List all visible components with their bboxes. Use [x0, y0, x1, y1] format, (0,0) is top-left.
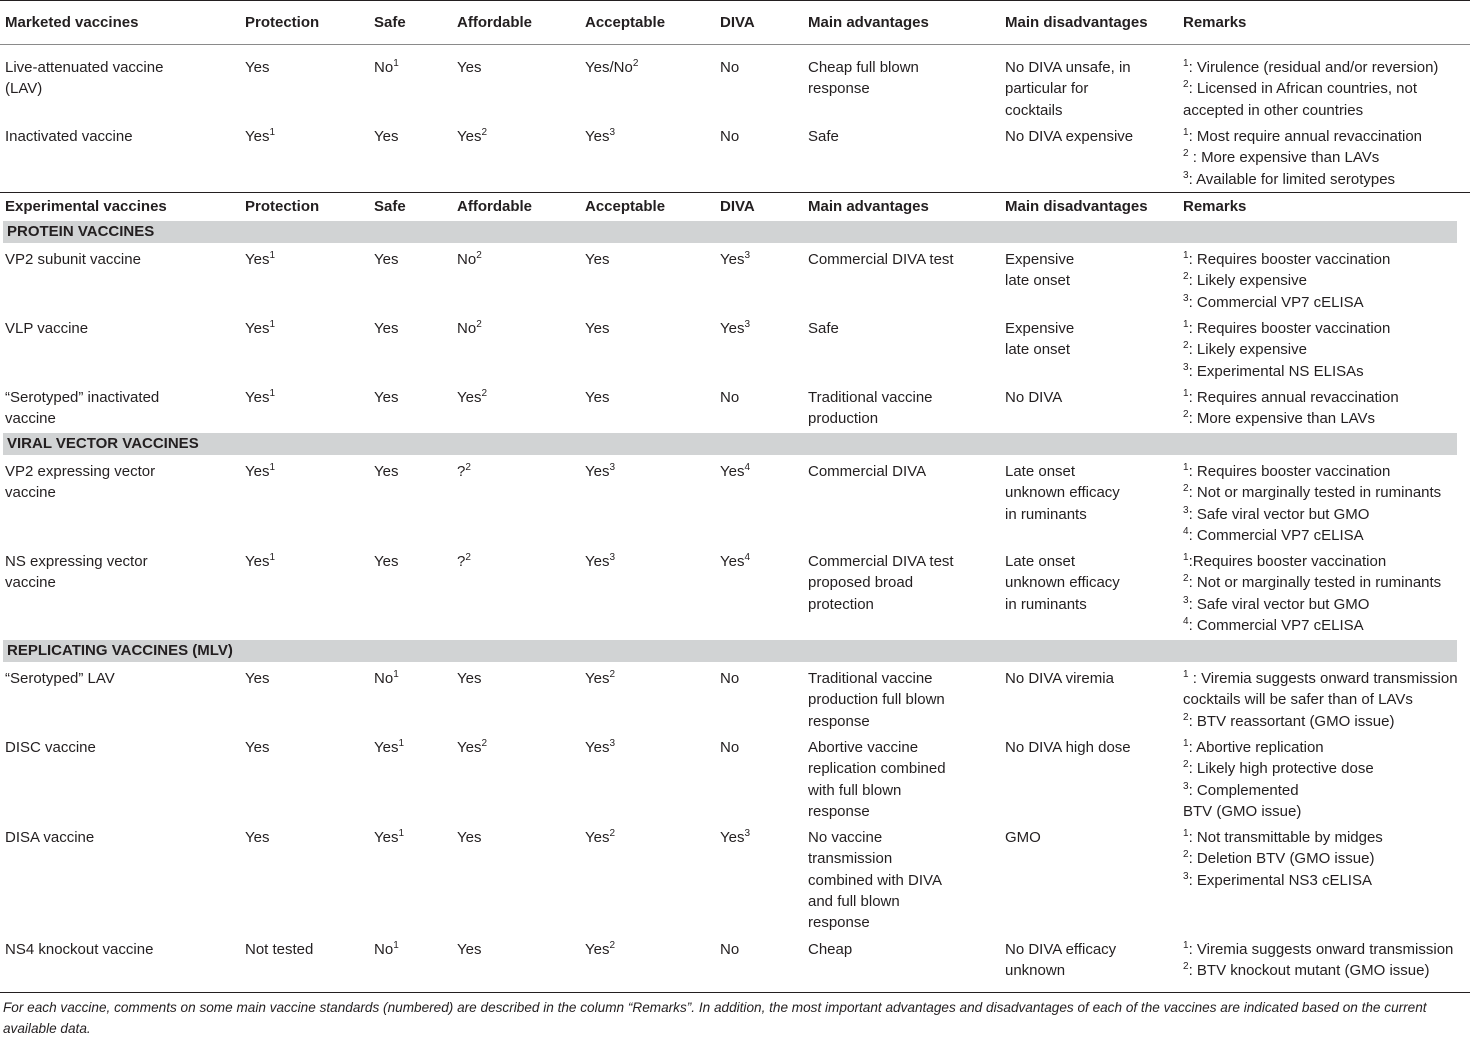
acceptable-cell: Yes [585, 251, 610, 268]
diva-cell: No [720, 128, 740, 145]
vaccine-name-cell: Inactivated vaccine [5, 128, 133, 145]
diva-cell: No [720, 389, 740, 406]
advantages-cell: Commercial DIVA test proposed broad protection [808, 553, 954, 613]
diva-cell: No [720, 670, 740, 687]
safe-cell: Yes [374, 320, 399, 337]
advantages-cell: Safe [808, 128, 839, 145]
affordable-cell: Yes$^2$ [457, 738, 488, 756]
acceptable-cell: Yes/No$^2$ [585, 58, 639, 76]
top-rule [0, 0, 1470, 1]
safe-cell: Yes [374, 463, 399, 480]
disadvantages-cell: Expensive late onset [1005, 251, 1075, 290]
diva-cell: Yes$^3$ [720, 828, 751, 846]
diva-cell: Yes$^4$ [720, 552, 751, 570]
section-header-viral-vector [3, 433, 1457, 455]
diva-cell: Yes$^4$ [720, 462, 751, 480]
protection-cell: Yes$^1$ [245, 552, 276, 570]
section-header-replicating [3, 640, 1457, 662]
disadvantages-cell: No DIVA expensive [1005, 128, 1134, 145]
diva-cell: No [720, 59, 740, 76]
safe-cell: No$^1$ [374, 669, 399, 687]
affordable-cell: Yes [457, 670, 482, 687]
disadvantages-cell: No DIVA unsafe, in particular for cocktails [1005, 59, 1131, 119]
affordable-cell: No$^2$ [457, 319, 482, 337]
safe-cell: Yes [374, 251, 399, 268]
acceptable-cell: Yes$^2$ [585, 669, 616, 687]
disadvantages-cell: Expensive late onset [1005, 320, 1075, 359]
protection-cell: Yes$^1$ [245, 388, 276, 406]
acceptable-cell: Yes$^3$ [585, 127, 616, 145]
protection-cell: Yes$^1$ [245, 250, 276, 268]
affordable-cell: ?$^2$ [457, 462, 471, 480]
column-header-disadvantages: Main disadvantages [1005, 198, 1148, 215]
column-header-advantages: Main advantages [808, 14, 929, 31]
remarks-cell: $^1$: Requires booster vaccination $^2$: Likely expensive $^3$: Commercial VP7 cELISA [1183, 250, 1391, 311]
disadvantages-cell: No DIVA viremia [1005, 670, 1114, 687]
affordable-cell: Yes [457, 941, 482, 958]
acceptable-cell: Yes [585, 320, 610, 337]
disadvantages-cell: No DIVA [1005, 389, 1063, 406]
diva-cell: No [720, 941, 740, 958]
acceptable-cell: Yes$^3$ [585, 552, 616, 570]
remarks-cell: $^1$: Most require annual revaccination $^2$ : More expensive than LAVs $^3$: Available for limited serotypes [1183, 127, 1423, 188]
column-header-protection: Protection [245, 14, 320, 31]
safe-cell: Yes [374, 553, 399, 570]
acceptable-cell: Yes$^2$ [585, 828, 616, 846]
remarks-cell: $^1$: Not transmittable by midges $^2$: Deletion BTV (GMO issue) $^3$: Experimental NS3 cELISA [1183, 828, 1383, 889]
column-header-diva: DIVA [720, 14, 755, 31]
section-title: VIRAL VECTOR VACCINES [7, 435, 199, 452]
bottom-rule [0, 992, 1470, 993]
column-header-vaccine-name: Experimental vaccines [5, 198, 167, 215]
advantages-cell: Commercial DIVA test [808, 251, 954, 268]
protection-cell: Yes [245, 829, 270, 846]
advantages-cell: Safe [808, 320, 839, 337]
section-divider-rule [0, 192, 1470, 193]
advantages-cell: Abortive vaccine replication combined with full blown response [808, 739, 946, 820]
safe-cell: Yes [374, 128, 399, 145]
protection-cell: Yes [245, 739, 270, 756]
vaccine-name-cell: NS4 knockout vaccine [5, 941, 154, 958]
remarks-cell: $^1$: Viremia suggests onward transmission $^2$: BTV knockout mutant (GMO issue) [1183, 940, 1454, 980]
column-header-protection: Protection [245, 198, 320, 215]
safe-cell: No$^1$ [374, 940, 399, 958]
header-rule [0, 44, 1470, 45]
protection-cell: Yes$^1$ [245, 462, 276, 480]
affordable-cell: No$^2$ [457, 250, 482, 268]
column-header-safe: Safe [374, 14, 406, 31]
column-header-affordable: Affordable [457, 14, 532, 31]
safe-cell: Yes$^1$ [374, 738, 405, 756]
remarks-cell: $^1$: Requires booster vaccination $^2$: Not or marginally tested in ruminants $^3$: Safe viral vector but GMO $^4$: Commercial VP7 cELISA [1183, 462, 1442, 544]
section-title: PROTEIN VACCINES [7, 223, 155, 240]
table-footnote: For each vaccine, comments on some main vaccine standards (numbered) are described in the column “Remarks”. In addition, the most important advantages and disadvantages of each of the vaccines are indicated based on the current available data. [3, 1000, 1427, 1036]
disadvantages-cell: No DIVA efficacy unknown [1005, 941, 1117, 980]
acceptable-cell: Yes$^3$ [585, 462, 616, 480]
affordable-cell: Yes [457, 829, 482, 846]
advantages-cell: Commercial DIVA [808, 463, 927, 480]
vaccine-name-cell: DISA vaccine [5, 829, 95, 846]
advantages-cell: Traditional vaccine production [808, 389, 933, 428]
protection-cell: Yes [245, 670, 270, 687]
diva-cell: Yes$^3$ [720, 250, 751, 268]
disadvantages-cell: Late onset unknown efficacy in ruminants [1005, 553, 1120, 613]
disadvantages-cell: GMO [1005, 829, 1041, 846]
vaccine-name-cell: Live-attenuated vaccine (LAV) [5, 59, 164, 98]
advantages-cell: No vaccine transmission combined with DIVA and full blown response [808, 829, 942, 932]
safe-cell: Yes$^1$ [374, 828, 405, 846]
remarks-cell: $^1$:Requires booster vaccination $^2$: Not or marginally tested in ruminants $^3$: Safe viral vector but GMO $^4$: Commercial VP7 cELISA [1183, 552, 1442, 634]
column-header-acceptable: Acceptable [585, 198, 666, 215]
remarks-cell: $^1$: Virulence (residual and/or reversion) $^2$: Licensed in African countries, not accepted in other countries [1183, 58, 1439, 119]
column-header-diva: DIVA [720, 198, 755, 215]
column-header-remarks: Remarks [1183, 14, 1247, 31]
vaccine-name-cell: DISC vaccine [5, 739, 96, 756]
diva-cell: Yes$^3$ [720, 319, 751, 337]
protection-cell: Yes [245, 59, 270, 76]
column-header-remarks: Remarks [1183, 198, 1247, 215]
disadvantages-cell: No DIVA high dose [1005, 739, 1131, 756]
protection-cell: Yes$^1$ [245, 127, 276, 145]
column-header-safe: Safe [374, 198, 406, 215]
safe-cell: Yes [374, 389, 399, 406]
protection-cell: Not tested [245, 941, 314, 958]
column-header-advantages: Main advantages [808, 198, 929, 215]
vaccine-name-cell: NS expressing vector vaccine [5, 553, 148, 592]
affordable-cell: Yes [457, 59, 482, 76]
vaccine-name-cell: VLP vaccine [5, 320, 89, 337]
acceptable-cell: Yes$^3$ [585, 738, 616, 756]
column-header-vaccine-name: Marketed vaccines [5, 14, 139, 31]
vaccine-name-cell: “Serotyped” LAV [5, 670, 115, 687]
advantages-cell: Traditional vaccine production full blown response [808, 670, 945, 730]
section-title: REPLICATING VACCINES (MLV) [7, 642, 233, 659]
affordable-cell: ?$^2$ [457, 552, 471, 570]
safe-cell: No$^1$ [374, 58, 399, 76]
column-header-acceptable: Acceptable [585, 14, 666, 31]
remarks-cell: $^1$: Requires annual revaccination $^2$: More expensive than LAVs [1183, 388, 1399, 428]
remarks-cell: $^1$: Requires booster vaccination $^2$: Likely expensive $^3$: Experimental NS ELISAs [1183, 319, 1391, 380]
acceptable-cell: Yes$^2$ [585, 940, 616, 958]
column-header-disadvantages: Main disadvantages [1005, 14, 1148, 31]
vaccine-name-cell: “Serotyped” inactivated vaccine [5, 389, 160, 428]
affordable-cell: Yes$^2$ [457, 127, 488, 145]
remarks-cell: $^1$: Abortive replication $^2$: Likely high protective dose $^3$: Complemented BTV (GMO issue) [1183, 738, 1374, 820]
disadvantages-cell: Late onset unknown efficacy in ruminants [1005, 463, 1120, 523]
vaccine-name-cell: VP2 subunit vaccine [5, 251, 141, 268]
diva-cell: No [720, 739, 740, 756]
remarks-cell: $^1$ : Viremia suggests onward transmission cocktails will be safer than of LAVs $^2$: BTV reassortant (GMO issue) [1183, 669, 1458, 730]
protection-cell: Yes$^1$ [245, 319, 276, 337]
advantages-cell: Cheap full blown response [808, 59, 919, 98]
section-header-protein [3, 221, 1457, 243]
advantages-cell: Cheap [808, 941, 853, 958]
acceptable-cell: Yes [585, 389, 610, 406]
affordable-cell: Yes$^2$ [457, 388, 488, 406]
column-header-affordable: Affordable [457, 198, 532, 215]
vaccine-name-cell: VP2 expressing vector vaccine [5, 463, 156, 502]
